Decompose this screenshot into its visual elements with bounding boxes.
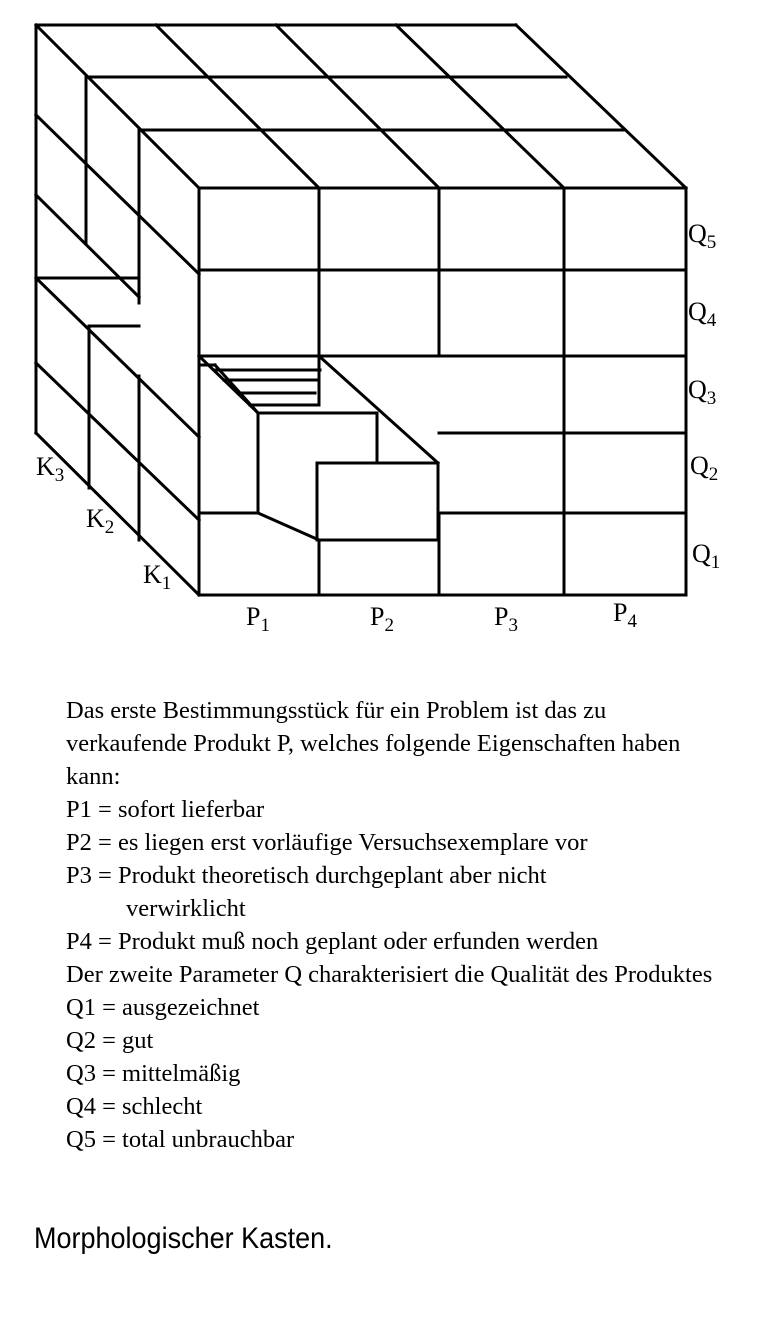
description-text	[66, 694, 716, 1156]
q-label: $Q_5$	[688, 219, 717, 253]
p-axis-labels	[246, 598, 637, 636]
cube-left-face	[36, 25, 199, 595]
q1-definition: Q1 = ausgezeichnet	[66, 994, 260, 1021]
q4-definition: Q4 = schlecht	[66, 1093, 203, 1120]
p3-definition-line2: verwirklicht	[126, 895, 246, 922]
q-label: $Q_1$	[692, 539, 721, 573]
q-intro-paragraph: Der zweite Parameter Q charakterisiert die Qualität des Produktes	[66, 961, 713, 988]
q5-definition: Q5 = total unbrauchbar	[66, 1126, 295, 1153]
p1-definition: P1 = sofort lieferbar	[66, 796, 265, 823]
k-label: $K_3$	[36, 452, 65, 486]
cube-top-face	[36, 25, 686, 188]
intro-paragraph: Das erste Bestimmungsstück für ein Problem ist das zu verkaufende Produkt P, welches folgende Eigenschaften haben kann:	[66, 697, 681, 790]
figure-caption: Morphologischer Kasten.	[34, 1222, 333, 1255]
k-label: $K_1$	[143, 560, 172, 594]
p-label: $P_3$	[494, 602, 518, 636]
q2-definition: Q2 = gut	[66, 1027, 154, 1054]
p-label: $P_2$	[370, 602, 394, 636]
q3-definition: Q3 = mittelmäßig	[66, 1060, 241, 1087]
q-label: $Q_4$	[688, 297, 717, 331]
p2-definition: P2 = es liegen erst vorläufige Versuchsexemplare vor	[66, 829, 588, 856]
p3-definition-line1: P3 = Produkt theoretisch durchgeplant aber nicht	[66, 862, 547, 889]
p-label: $P_1$	[246, 602, 270, 636]
q-axis-labels	[688, 219, 720, 573]
p4-definition: P4 = Produkt muß noch geplant oder erfunden werden	[66, 928, 599, 955]
p-label: $P_4$	[613, 598, 637, 632]
k-label: $K_2$	[86, 504, 115, 538]
q-label: $Q_2$	[690, 451, 719, 485]
q-label: $Q_3$	[688, 375, 717, 409]
